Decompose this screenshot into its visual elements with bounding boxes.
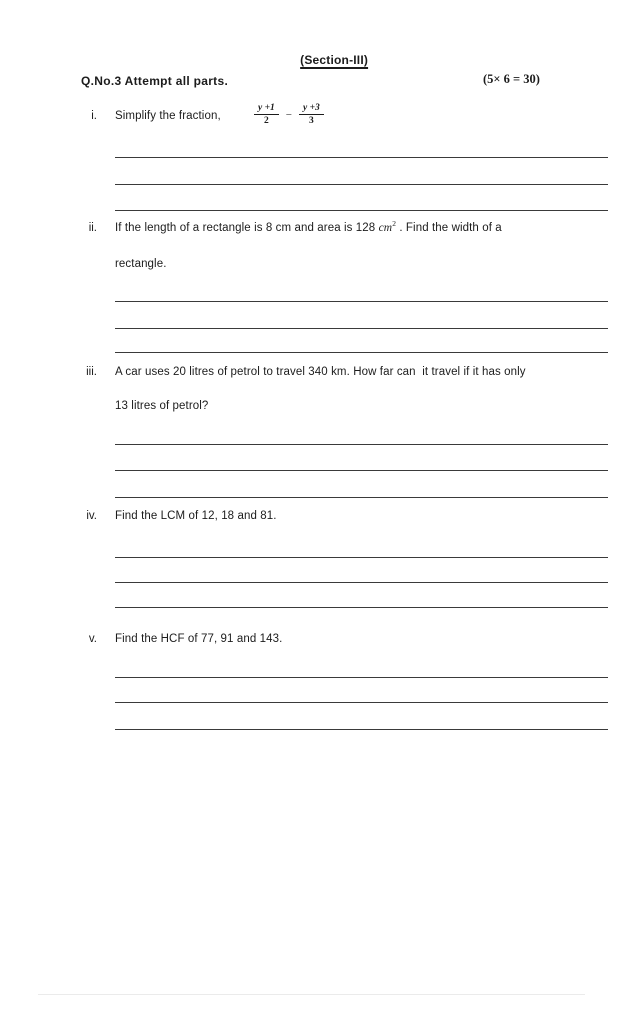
answer-line: [115, 677, 608, 678]
fraction-expression: [254, 103, 324, 127]
page-bottom-separator: [38, 994, 585, 995]
answer-line: [115, 301, 608, 302]
part-iii-question-line2: 13 litres of petrol?: [115, 400, 209, 412]
fraction-2: [299, 103, 324, 127]
part-v-numeral: v.: [88, 633, 97, 645]
unit-cm-squared: [378, 219, 397, 234]
part-iv-question: Find the LCM of 12, 18 and 81.: [115, 510, 277, 522]
minus-operator: −: [285, 108, 292, 121]
fraction-2-denominator: 3: [308, 116, 314, 127]
answer-line: [115, 557, 608, 558]
part-iii-question-line1: A car uses 20 litres of petrol to travel 340 km. How far can it travel if it has only: [115, 366, 526, 378]
answer-line: [115, 702, 608, 703]
part-iii-numeral: iii.: [86, 366, 97, 378]
part-v-question: Find the HCF of 77, 91 and 143.: [115, 633, 283, 645]
section-title-text: (Section-III): [300, 53, 369, 67]
answer-line: [115, 184, 608, 185]
unit-cm: cm: [378, 222, 393, 234]
section-title: [286, 39, 368, 81]
part-iv-numeral: iv.: [86, 510, 97, 522]
fraction-2-numerator: y +3: [299, 103, 324, 115]
part-ii-text-before: If the length of a rectangle is 8 cm and area is 128: [115, 222, 379, 234]
answer-line: [115, 352, 608, 353]
fraction-1-numerator: y +1: [254, 103, 279, 115]
question-header: Q.No.3 Attempt all parts.: [81, 74, 229, 88]
answer-line: [115, 210, 608, 211]
answer-line: [115, 607, 608, 608]
marks-label: (5× 6 = 30): [483, 72, 540, 86]
answer-line: [115, 444, 608, 445]
answer-line: [115, 470, 608, 471]
unit-exponent: 2: [392, 219, 397, 229]
part-ii-text-after: . Find the width of a: [396, 222, 502, 234]
answer-line: [115, 328, 608, 329]
part-i-question: Simplify the fraction,: [115, 110, 221, 122]
part-ii-question-line1: [115, 219, 502, 234]
fraction-1: [254, 103, 279, 127]
answer-line: [115, 157, 608, 158]
part-ii-question-line2: rectangle.: [115, 258, 167, 270]
fraction-1-denominator: 2: [264, 116, 269, 127]
answer-line: [115, 582, 608, 583]
part-i-numeral: i.: [91, 110, 97, 122]
part-ii-numeral: ii.: [88, 222, 97, 234]
answer-line: [115, 729, 608, 730]
answer-line: [115, 497, 608, 498]
